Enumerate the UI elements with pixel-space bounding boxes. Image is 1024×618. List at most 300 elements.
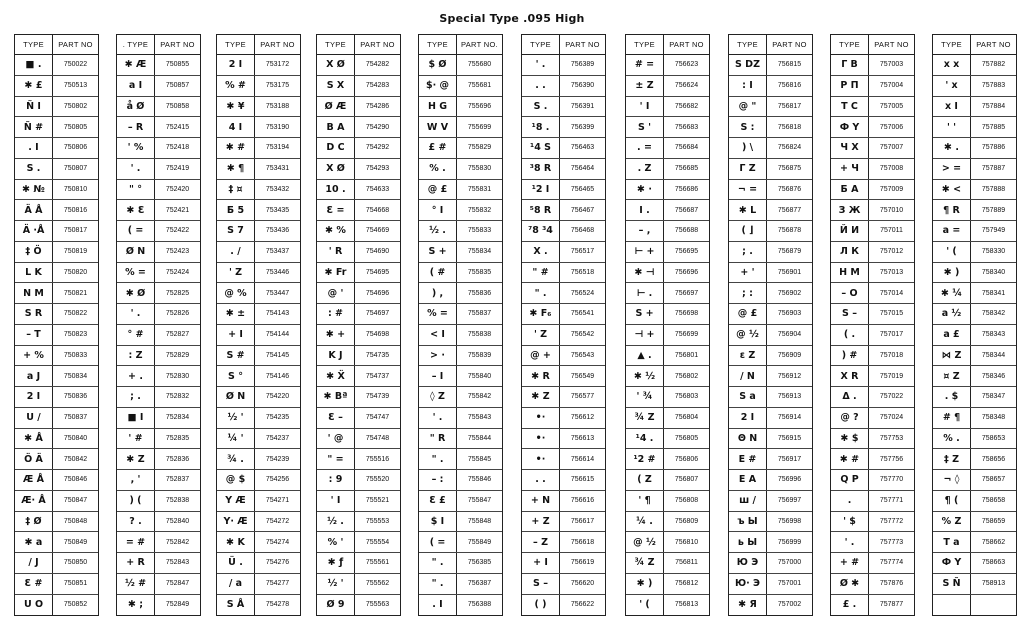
- table-row: [933, 221, 1016, 242]
- table-row: [317, 200, 400, 221]
- part-number: 757002: [777, 601, 802, 609]
- type-glyphs: Q P: [831, 470, 869, 490]
- type-glyphs: Ю Э: [729, 553, 767, 573]
- table-row: [933, 97, 1016, 118]
- part-number: 756812: [674, 580, 699, 588]
- type-glyphs: ) ,: [419, 283, 457, 303]
- part-number: 752825: [165, 289, 190, 297]
- table-row: [522, 387, 605, 408]
- table-row: [729, 138, 812, 159]
- table-row: [15, 387, 98, 408]
- part-number: 755842: [467, 393, 492, 401]
- part-number: 750848: [63, 517, 88, 525]
- type-glyphs: ( ⌋: [729, 221, 767, 241]
- type-glyphs: ) \: [729, 138, 767, 158]
- table-row: [117, 346, 200, 367]
- type-glyphs: D C: [317, 138, 355, 158]
- table-row: [419, 470, 502, 491]
- part-number: 752424: [165, 268, 190, 276]
- type-glyphs: X Ø: [317, 159, 355, 179]
- part-number: 752826: [165, 310, 190, 318]
- type-column-header: TYPE: [933, 35, 971, 54]
- part-number: 755563: [365, 601, 390, 609]
- table-row: [317, 117, 400, 138]
- table-row: [217, 97, 300, 118]
- table-row: [933, 304, 1016, 325]
- table-row: [729, 574, 812, 595]
- type-glyphs: Ñ #: [15, 117, 53, 137]
- table-row: [419, 346, 502, 367]
- type-glyphs: – :: [419, 470, 457, 490]
- type-glyphs: ⁵8 R: [522, 200, 560, 220]
- table-row: [831, 532, 914, 553]
- part-number: 750842: [63, 455, 88, 463]
- table-row: [419, 263, 502, 284]
- table-row: [217, 304, 300, 325]
- part-number: 752423: [165, 248, 190, 256]
- type-glyphs: ³8 R: [522, 159, 560, 179]
- type-glyphs: ' %: [117, 138, 155, 158]
- part-number: 758659: [981, 517, 1006, 525]
- type-glyphs: ✱ Ø: [117, 283, 155, 303]
- part-number: 753188: [265, 102, 290, 110]
- table-row: [729, 283, 812, 304]
- type-glyphs: # =: [626, 55, 664, 75]
- table-row: [419, 221, 502, 242]
- type-glyphs: + .: [117, 366, 155, 386]
- table-row: [933, 200, 1016, 221]
- table-row: [831, 304, 914, 325]
- type-glyphs: ✱ L: [729, 200, 767, 220]
- type-glyphs: ¼ ': [217, 429, 255, 449]
- table-row: [217, 283, 300, 304]
- type-glyphs: S +: [419, 242, 457, 262]
- part-number: 756697: [674, 289, 699, 297]
- part-number: 752843: [165, 559, 190, 567]
- part-number: 756877: [777, 206, 802, 214]
- type-glyphs: •·: [522, 408, 560, 428]
- table-row: [522, 325, 605, 346]
- part-number: 753172: [265, 61, 290, 69]
- table-row: [15, 532, 98, 553]
- table-row: [117, 429, 200, 450]
- table-row: [729, 55, 812, 76]
- type-glyphs: ✱ <: [933, 180, 971, 200]
- type-glyphs: U /: [15, 408, 53, 428]
- table-row: [217, 200, 300, 221]
- table-row: [933, 429, 1016, 450]
- table-row: [217, 512, 300, 533]
- table-row: [626, 242, 709, 263]
- type-glyphs: % #: [217, 76, 255, 96]
- part-number: 750858: [165, 102, 190, 110]
- table-row: [831, 387, 914, 408]
- type-glyphs: @ ½: [626, 532, 664, 552]
- part-number: 750805: [63, 123, 88, 131]
- table-row: [419, 200, 502, 221]
- table-row: [317, 242, 400, 263]
- table-row: [419, 532, 502, 553]
- table-row: [933, 325, 1016, 346]
- type-glyphs: ✱ #: [217, 138, 255, 158]
- type-glyphs: = #: [117, 532, 155, 552]
- type-glyphs: ✱ №: [15, 180, 53, 200]
- type-glyphs: @ ': [317, 283, 355, 303]
- type-table: [316, 34, 401, 616]
- table-row: [117, 180, 200, 201]
- type-glyphs: Р П: [831, 76, 869, 96]
- type-glyphs: . /: [217, 242, 255, 262]
- table-row: [217, 159, 300, 180]
- part-number: 755561: [365, 559, 390, 567]
- part-number: 754235: [265, 414, 290, 422]
- part-number: 756811: [675, 559, 698, 567]
- part-number: 758347: [981, 393, 1006, 401]
- type-glyphs: ш /: [729, 491, 767, 511]
- table-row: [419, 159, 502, 180]
- type-glyphs: Ø N: [217, 387, 255, 407]
- type-glyphs: ½ .: [419, 221, 457, 241]
- part-number: 756543: [570, 351, 595, 359]
- table-row: [217, 263, 300, 284]
- part-number: 757884: [981, 102, 1006, 110]
- part-number: 755699: [467, 123, 492, 131]
- type-glyphs: ½ #: [117, 574, 155, 594]
- type-glyphs: ' ': [933, 117, 971, 137]
- table-row: [729, 387, 812, 408]
- type-glyphs: + ': [729, 263, 767, 283]
- table-row: [317, 366, 400, 387]
- table-row: [217, 325, 300, 346]
- table-row: [419, 55, 502, 76]
- table-row: [317, 346, 400, 367]
- table-header: [831, 35, 914, 55]
- type-glyphs: < I: [419, 325, 457, 345]
- part-number: 756903: [777, 310, 802, 318]
- type-glyphs: ъ Ы: [729, 512, 767, 532]
- part-number: 753437: [265, 248, 290, 256]
- type-glyphs: ✱ £: [15, 76, 53, 96]
- part-number: 757000: [777, 559, 802, 567]
- part-number: 753432: [265, 185, 290, 193]
- part-number: 758341: [981, 289, 1006, 297]
- type-glyphs: ✱ Я: [729, 595, 767, 616]
- type-glyphs: ✱ Ẍ: [317, 366, 355, 386]
- part-number: 756616: [570, 497, 595, 505]
- table-row: [117, 574, 200, 595]
- part-number: 752832: [165, 393, 190, 401]
- part-number: 754146: [265, 372, 290, 380]
- type-glyphs: Y· Æ: [217, 512, 255, 532]
- type-column-header: TYPE: [15, 35, 53, 54]
- table-row: [522, 429, 605, 450]
- table-row: [729, 242, 812, 263]
- part-number: 755553: [365, 517, 390, 525]
- type-glyphs: % .: [419, 159, 457, 179]
- table-row: [419, 429, 502, 450]
- table-row: [729, 366, 812, 387]
- type-glyphs: ✱ a: [15, 532, 53, 552]
- part-number: 756914: [777, 414, 802, 422]
- table-row: [933, 387, 1016, 408]
- table-row: [522, 346, 605, 367]
- type-glyphs: S R: [15, 304, 53, 324]
- table-row: [522, 180, 605, 201]
- part-number: 756542: [570, 331, 595, 339]
- part-no-column-header: PART NO: [772, 40, 807, 49]
- type-column-header: TYPE: [217, 35, 255, 54]
- table-row: [317, 263, 400, 284]
- type-glyphs: B A: [317, 117, 355, 137]
- type-glyphs: ' $: [831, 512, 869, 532]
- part-number: 752842: [165, 538, 190, 546]
- part-number: 757015: [879, 310, 904, 318]
- type-glyphs: 4 I: [217, 117, 255, 137]
- table-row: [729, 491, 812, 512]
- table-row: [522, 117, 605, 138]
- type-glyphs: ь Ы: [729, 532, 767, 552]
- table-row: [15, 449, 98, 470]
- part-number: 755562: [365, 580, 390, 588]
- type-glyphs: ' x: [933, 76, 971, 96]
- type-table: [932, 34, 1017, 616]
- part-number: 754277: [265, 580, 290, 588]
- table-row: [15, 76, 98, 97]
- type-glyphs: ' ¾: [626, 387, 664, 407]
- table-row: [522, 138, 605, 159]
- type-glyphs: ¹2 I: [522, 180, 560, 200]
- part-number: 754737: [365, 372, 390, 380]
- table-row: [933, 180, 1016, 201]
- part-number: 756801: [674, 351, 699, 359]
- table-row: [15, 200, 98, 221]
- table-row: [15, 159, 98, 180]
- part-number: 757885: [981, 123, 1006, 131]
- part-number: 754282: [365, 61, 390, 69]
- type-glyphs: ⊣ +: [626, 325, 664, 345]
- table-row: [626, 408, 709, 429]
- part-number: 754290: [365, 123, 390, 131]
- part-number: 758656: [981, 455, 1006, 463]
- type-glyphs: Г Z: [729, 159, 767, 179]
- table-row: [522, 55, 605, 76]
- table-row: [317, 574, 400, 595]
- type-glyphs: T a: [933, 532, 971, 552]
- type-glyphs: + Ч: [831, 159, 869, 179]
- part-number: 755839: [467, 351, 492, 359]
- part-number: 750836: [63, 393, 88, 401]
- type-glyphs: . .: [522, 470, 560, 490]
- table-row: [729, 470, 812, 491]
- type-glyphs: + N: [522, 491, 560, 511]
- type-glyphs: ✱ ±: [217, 304, 255, 324]
- table-row: [729, 221, 812, 242]
- table-row: [15, 512, 98, 533]
- table-row: [522, 97, 605, 118]
- part-number: 756806: [674, 455, 699, 463]
- type-glyphs: $ I: [419, 512, 457, 532]
- type-glyphs: ' (: [626, 595, 664, 616]
- type-glyphs: £ #: [419, 138, 457, 158]
- part-number: 754690: [365, 248, 390, 256]
- type-glyphs: ✱ ¶: [217, 159, 255, 179]
- table-row: [15, 180, 98, 201]
- type-glyphs: S 7: [217, 221, 255, 241]
- table-row: [317, 408, 400, 429]
- table-row: [933, 491, 1016, 512]
- part-number: 754739: [365, 393, 390, 401]
- table-row: [317, 595, 400, 616]
- table-row: [522, 532, 605, 553]
- table-row: [117, 532, 200, 553]
- part-number: 756695: [674, 248, 699, 256]
- type-glyphs: Ä ·Å: [15, 221, 53, 241]
- part-number: 755516: [365, 455, 390, 463]
- part-number: 756686: [674, 185, 699, 193]
- type-glyphs: Б 5: [217, 200, 255, 220]
- part-number: 756682: [674, 102, 699, 110]
- part-number: 754735: [365, 351, 390, 359]
- type-glyphs: # ¶: [933, 408, 971, 428]
- part-number: 754145: [265, 351, 290, 359]
- part-number: 757772: [879, 517, 904, 525]
- part-number: 756518: [570, 268, 595, 276]
- part-number: 753175: [265, 82, 290, 90]
- type-glyphs: S a: [729, 387, 767, 407]
- type-glyphs: @ $: [217, 470, 255, 490]
- table-row: [419, 304, 502, 325]
- type-glyphs: S °: [217, 366, 255, 386]
- part-number: 756809: [674, 517, 699, 525]
- part-number: 756902: [777, 289, 802, 297]
- type-glyphs: + R: [117, 553, 155, 573]
- table-row: [626, 449, 709, 470]
- type-glyphs: ✱ Å: [15, 429, 53, 449]
- table-row: [933, 574, 1016, 595]
- table-row: [626, 159, 709, 180]
- part-no-column-header: PART NO.: [461, 40, 498, 49]
- table-header: [626, 35, 709, 55]
- type-glyphs: Ä Å: [15, 200, 53, 220]
- type-glyphs: S DZ: [729, 55, 767, 75]
- type-glyphs: S Å: [217, 595, 255, 616]
- type-glyphs: Ø Æ: [317, 97, 355, 117]
- type-glyphs: % .: [933, 429, 971, 449]
- type-column-header: TYPE: [522, 35, 560, 54]
- type-glyphs: + Z: [522, 512, 560, 532]
- type-glyphs: ✱ Bª: [317, 387, 355, 407]
- table-row: [15, 325, 98, 346]
- table-row: [831, 117, 914, 138]
- type-glyphs: @ £: [419, 180, 457, 200]
- type-glyphs: H G: [419, 97, 457, 117]
- table-row: [217, 553, 300, 574]
- type-glyphs: Ø 9: [317, 595, 355, 616]
- part-number: 756815: [777, 61, 802, 69]
- table-row: [217, 221, 300, 242]
- part-number: 756996: [777, 476, 802, 484]
- table-row: [15, 138, 98, 159]
- type-glyphs: ) #: [831, 346, 869, 366]
- type-glyphs: – R: [117, 117, 155, 137]
- table-row: [729, 346, 812, 367]
- part-number: 756901: [777, 268, 802, 276]
- table-row: [729, 449, 812, 470]
- table-row: [419, 574, 502, 595]
- table-row: [626, 387, 709, 408]
- type-glyphs: ✱ Z: [117, 449, 155, 469]
- table-row: [831, 283, 914, 304]
- table-row: [729, 429, 812, 450]
- table-row: [626, 97, 709, 118]
- type-glyphs: / a: [217, 574, 255, 594]
- type-glyphs: ¼ .: [626, 512, 664, 532]
- part-number: 752836: [165, 455, 190, 463]
- table-header: [933, 35, 1016, 55]
- table-row: [933, 283, 1016, 304]
- table-row: [117, 283, 200, 304]
- part-number: 756619: [570, 559, 595, 567]
- part-number: 757018: [879, 351, 904, 359]
- table-row: [117, 387, 200, 408]
- type-glyphs: ¹4 S: [522, 138, 560, 158]
- type-glyphs: ¶ (: [933, 491, 971, 511]
- table-row: [317, 304, 400, 325]
- table-row: [831, 159, 914, 180]
- part-number: 756808: [674, 497, 699, 505]
- part-number: 755832: [467, 206, 492, 214]
- part-number: 758344: [981, 351, 1006, 359]
- table-row: [626, 138, 709, 159]
- type-glyphs: $· @: [419, 76, 457, 96]
- part-number: 756803: [674, 393, 699, 401]
- table-row: [626, 325, 709, 346]
- table-row: [933, 242, 1016, 263]
- part-number: 756618: [570, 538, 595, 546]
- type-glyphs: ✱ Æ: [117, 55, 155, 75]
- part-number: 756915: [777, 434, 802, 442]
- table-row: [831, 553, 914, 574]
- type-glyphs: ✱ %: [317, 221, 355, 241]
- part-number: 756997: [777, 497, 802, 505]
- table-row: [117, 76, 200, 97]
- table-row: [522, 491, 605, 512]
- part-number: 757756: [879, 455, 904, 463]
- type-glyphs: ' .: [522, 55, 560, 75]
- part-number: 754698: [365, 331, 390, 339]
- table-row: [626, 117, 709, 138]
- part-number: 752837: [165, 476, 190, 484]
- type-glyphs: Æ· Å: [15, 491, 53, 511]
- type-glyphs: ⊢ +: [626, 242, 664, 262]
- type-glyphs: ¾ Z: [626, 408, 664, 428]
- table-row: [831, 346, 914, 367]
- table-row: [933, 346, 1016, 367]
- part-number: 758342: [981, 310, 1006, 318]
- part-number: 756463: [570, 144, 595, 152]
- part-number: 750816: [63, 206, 88, 214]
- part-number: 755831: [467, 185, 492, 193]
- table-row: [626, 76, 709, 97]
- part-number: 756904: [777, 331, 802, 339]
- part-number: 755833: [467, 227, 492, 235]
- table-row: [729, 325, 812, 346]
- type-glyphs: ɛ Z: [729, 346, 767, 366]
- type-glyphs: ✱ ·: [626, 180, 664, 200]
- type-glyphs: " .: [522, 283, 560, 303]
- part-number: 754286: [365, 102, 390, 110]
- table-row: [626, 512, 709, 533]
